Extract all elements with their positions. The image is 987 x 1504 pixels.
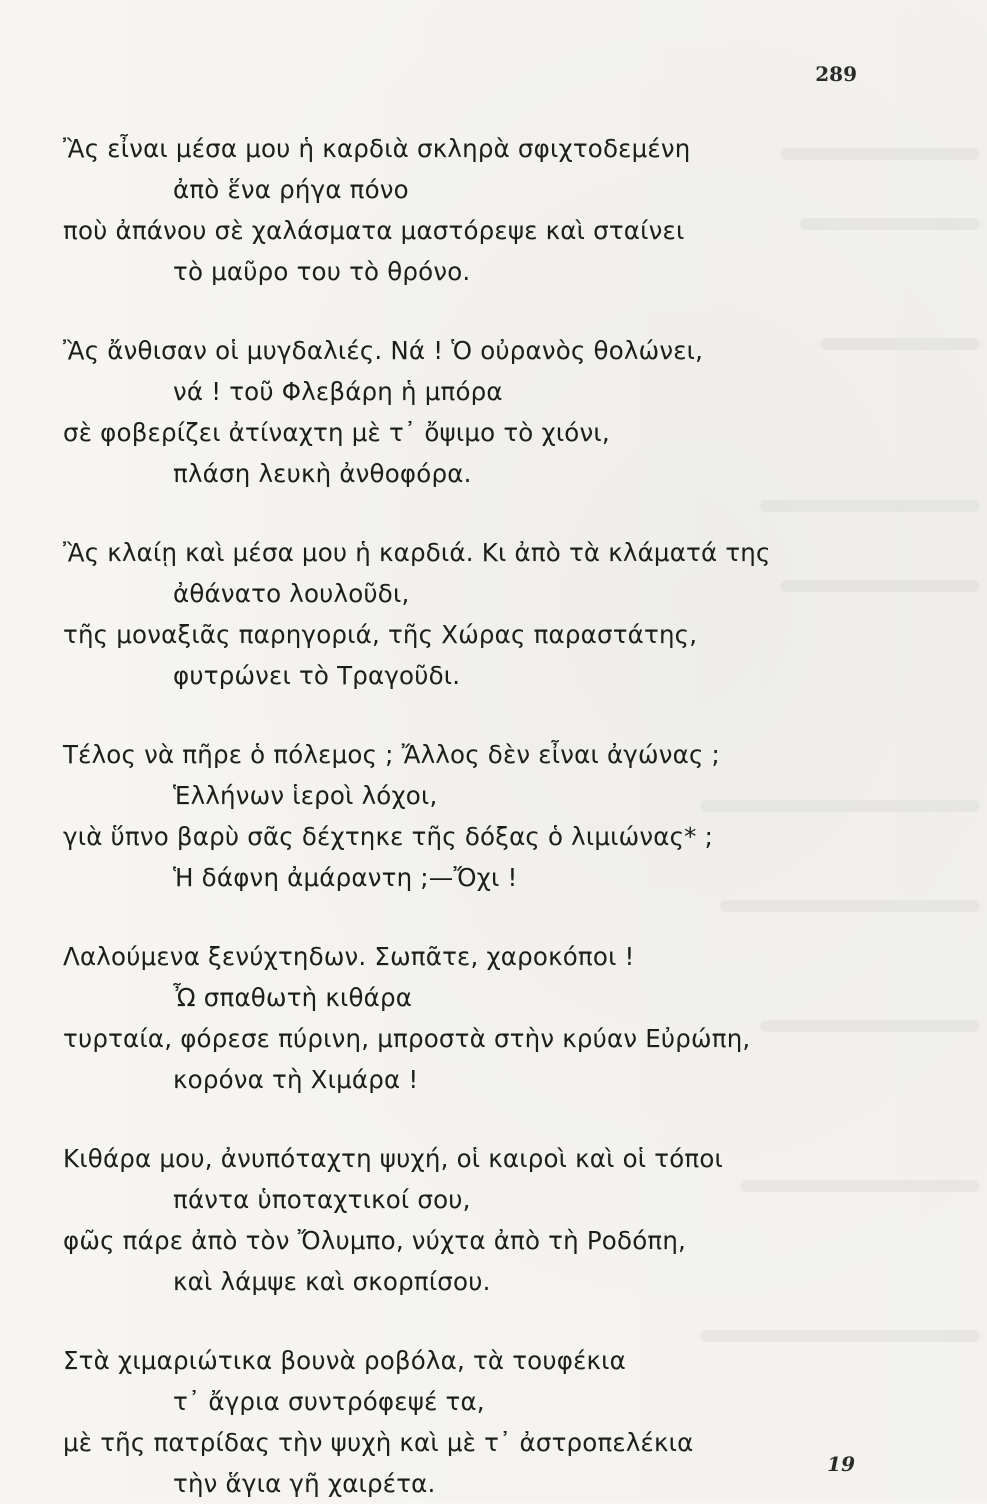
poem-line: Στὰ χιμαριώτικα βουνὰ ροβόλα, τὰ τουφέκια (63, 1346, 627, 1375)
stanza (63, 936, 863, 1100)
poem-line: Τέλος νὰ πῆρε ὁ πόλεμος ; Ἄλλος δὲν εἶναι ἀγώνας ; (63, 740, 720, 769)
stanza (63, 1138, 863, 1302)
poem-line: σὲ φοβερίζει ἀτίναχτη μὲ τ᾽ ὄψιμο τὸ χιόνι, (63, 418, 610, 447)
poem-line: Ἑλλήνων ἱεροὶ λόχοι, (173, 781, 438, 810)
poem-line: νά ! τοῦ Φλεβάρη ἡ μπόρα (173, 377, 503, 406)
poem-line: τυρταία, φόρεσε πύρινη, μπροστὰ στὴν κρύαν Εὐρώπη, (63, 1024, 751, 1053)
poem-line: τὸ μαῦρο του τὸ θρόνο. (173, 257, 471, 286)
poem-line: ποὺ ἀπάνου σὲ χαλάσματα μαστόρεψε καὶ σταίνει (63, 216, 685, 245)
poem-line: Ὦ σπαθωτὴ κιθάρα (173, 983, 413, 1012)
stanza (63, 532, 863, 696)
poem-line: τῆς μοναξιᾶς παρηγοριά, τῆς Χώρας παραστάτης, (63, 620, 698, 649)
poem-line: φυτρώνει τὸ Τραγοῦδι. (173, 661, 461, 690)
stanza (63, 330, 863, 494)
poem-line: μὲ τῆς πατρίδας τὴν ψυχὴ καὶ μὲ τ᾽ ἀστροπελέκια (63, 1428, 694, 1457)
poem-line: Ἂς ἄνθισαν οἱ μυγδαλιές. Νά ! Ὁ οὐρανὸς θολώνει, (63, 336, 704, 365)
stanza (63, 128, 863, 292)
page-number: 289 (815, 62, 857, 86)
poem-line: φῶς πάρε ἀπὸ τὸν Ὄλυμπο, νύχτα ἀπὸ τὴ Ροδόπη, (63, 1226, 687, 1255)
poem-line: κορόνα τὴ Χιμάρα ! (173, 1065, 419, 1094)
poem-line: καὶ λάμψε καὶ σκορπίσου. (173, 1267, 491, 1296)
stanza (63, 1340, 863, 1504)
poem-line: τὴν ἅγια γῆ χαιρέτα. (173, 1469, 436, 1498)
poem-line: Λαλούμενα ξενύχτηδων. Σωπᾶτε, χαροκόποι ! (63, 942, 635, 971)
signature-mark: 19 (827, 1452, 855, 1476)
poem-line: Κιθάρα μου, ἀνυπόταχτη ψυχή, οἱ καιροὶ καὶ οἱ τόποι (63, 1144, 724, 1173)
stanza (63, 734, 863, 898)
poem-line: ἀθάνατο λουλοῦδι, (173, 579, 410, 608)
poem (63, 128, 863, 1504)
poem-line: ἀπὸ ἕνα ρήγα πόνο (173, 175, 409, 204)
poem-line: πλάση λευκὴ ἀνθοφόρα. (173, 459, 472, 488)
poem-line: γιὰ ὕπνο βαρὺ σᾶς δέχτηκε τῆς δόξας ὁ λιμιώνας* ; (63, 822, 714, 851)
poem-line: πάντα ὑποταχτικοί σου, (173, 1185, 471, 1214)
poem-line: Ἂς κλαίῃ καὶ μέσα μου ἡ καρδιά. Κι ἀπὸ τὰ κλάματά της (63, 538, 771, 567)
poem-line: τ᾽ ἄγρια συντρόφεψέ τα, (173, 1387, 485, 1416)
poem-line: Ἡ δάφνη ἀμάραντη ;—Ὄχι ! (173, 863, 518, 892)
poem-line: Ἂς εἶναι μέσα μου ἡ καρδιὰ σκληρὰ σφιχτοδεμένη (63, 134, 691, 163)
